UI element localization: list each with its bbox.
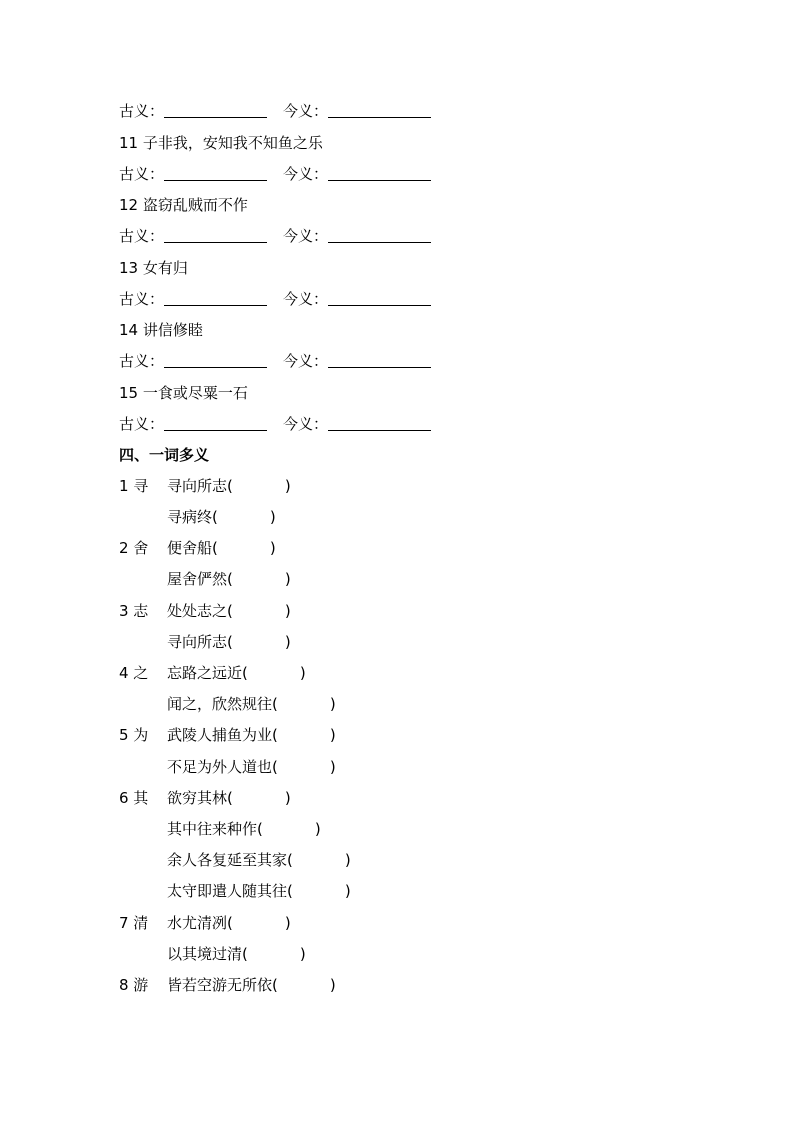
open-paren: ( — [272, 726, 278, 744]
close-paren: ) — [284, 477, 291, 495]
gu-label: 古义： — [119, 102, 165, 120]
item-number: 11 — [119, 134, 139, 152]
close-paren: ) — [269, 508, 276, 526]
item-text: 女有归 — [142, 259, 188, 277]
polysemy-row — [119, 505, 276, 529]
gu-label: 古义： — [119, 352, 165, 370]
answer-blank[interactable] — [328, 99, 431, 118]
open-paren: ( — [227, 477, 233, 495]
open-paren: ( — [212, 508, 218, 526]
close-paren: ) — [329, 695, 336, 713]
open-paren: ( — [287, 851, 293, 869]
polysemy-row — [119, 755, 336, 779]
close-paren: ) — [344, 882, 351, 900]
polysemy-row — [119, 879, 351, 903]
example-text: 其中往来种作 — [167, 820, 258, 838]
example-text: 寻向所志 — [167, 633, 228, 651]
polysemy-number: 6 其 — [119, 789, 149, 807]
close-paren: ) — [284, 570, 291, 588]
polysemy-row — [119, 661, 306, 685]
meaning-row — [119, 349, 431, 373]
open-paren: ( — [257, 820, 263, 838]
jin-label: 今义： — [283, 290, 329, 308]
polysemy-row — [119, 817, 321, 841]
gu-label: 古义： — [119, 165, 165, 183]
answer-blank[interactable] — [164, 224, 267, 243]
open-paren: ( — [227, 789, 233, 807]
close-paren: ) — [299, 664, 306, 682]
polysemy-row — [119, 911, 291, 935]
polysemy-number: 7 清 — [119, 914, 149, 932]
close-paren: ) — [269, 539, 276, 557]
jin-label: 今义： — [283, 102, 329, 120]
jin-label: 今义： — [283, 415, 329, 433]
close-paren: ) — [284, 914, 291, 932]
polysemy-number: 8 游 — [119, 976, 149, 994]
close-paren: ) — [329, 758, 336, 776]
answer-blank[interactable] — [328, 162, 431, 181]
open-paren: ( — [227, 570, 233, 588]
polysemy-row — [119, 786, 291, 810]
answer-blank[interactable] — [164, 99, 267, 118]
jin-label: 今义： — [283, 165, 329, 183]
answer-blank[interactable] — [164, 287, 267, 306]
open-paren: ( — [272, 695, 278, 713]
example-text: 忘路之远近 — [167, 664, 243, 682]
answer-blank[interactable] — [328, 224, 431, 243]
example-text: 屋舍俨然 — [167, 570, 228, 588]
meaning-row — [119, 224, 431, 248]
section-heading: 四、一词多义 — [119, 446, 210, 464]
open-paren: ( — [272, 976, 278, 994]
close-paren: ) — [344, 851, 351, 869]
polysemy-row — [119, 942, 306, 966]
answer-blank[interactable] — [328, 412, 431, 431]
item-text: 盗窃乱贼而不作 — [142, 196, 248, 214]
close-paren: ) — [329, 726, 336, 744]
polysemy-row — [119, 692, 336, 716]
open-paren: ( — [242, 945, 248, 963]
item-row — [119, 318, 203, 342]
polysemy-number: 3 志 — [119, 602, 149, 620]
item-number: 15 — [119, 384, 139, 402]
item-number: 12 — [119, 196, 139, 214]
gu-label: 古义： — [119, 290, 165, 308]
open-paren: ( — [227, 633, 233, 651]
polysemy-number: 1 寻 — [119, 477, 149, 495]
example-text: 太守即遣人随其往 — [167, 882, 288, 900]
polysemy-row — [119, 567, 291, 591]
item-number: 13 — [119, 259, 139, 277]
meaning-row — [119, 99, 431, 123]
item-text: 一食或尽粟一石 — [142, 384, 248, 402]
close-paren: ) — [284, 633, 291, 651]
close-paren: ) — [314, 820, 321, 838]
open-paren: ( — [227, 602, 233, 620]
example-text: 处处志之 — [167, 602, 228, 620]
example-text: 不足为外人道也 — [167, 758, 273, 776]
polysemy-number: 5 为 — [119, 726, 149, 744]
close-paren: ) — [284, 602, 291, 620]
item-row — [119, 193, 248, 217]
example-text: 水尤清冽 — [167, 914, 228, 932]
example-text: 寻病终 — [167, 508, 213, 526]
polysemy-row — [119, 630, 291, 654]
example-text: 欲穷其林 — [167, 789, 228, 807]
answer-blank[interactable] — [328, 287, 431, 306]
answer-blank[interactable] — [164, 162, 267, 181]
example-text: 闻之，欣然规往 — [167, 695, 273, 713]
answer-blank[interactable] — [164, 349, 267, 368]
item-text: 讲信修睦 — [142, 321, 203, 339]
gu-label: 古义： — [119, 227, 165, 245]
meaning-row — [119, 287, 431, 311]
item-row — [119, 131, 323, 155]
example-text: 皆若空游无所依 — [167, 976, 273, 994]
example-text: 以其境过清 — [167, 945, 243, 963]
open-paren: ( — [212, 539, 218, 557]
item-row — [119, 381, 248, 405]
close-paren: ) — [329, 976, 336, 994]
example-text: 便舍船 — [167, 539, 213, 557]
example-text: 余人各复延至其家 — [167, 851, 288, 869]
jin-label: 今义： — [283, 227, 329, 245]
polysemy-row — [119, 848, 351, 872]
gu-label: 古义： — [119, 415, 165, 433]
open-paren: ( — [272, 758, 278, 776]
polysemy-row — [119, 536, 276, 560]
answer-blank[interactable] — [164, 412, 267, 431]
open-paren: ( — [287, 882, 293, 900]
meaning-row — [119, 162, 431, 186]
jin-label: 今义： — [283, 352, 329, 370]
open-paren: ( — [242, 664, 248, 682]
answer-blank[interactable] — [328, 349, 431, 368]
item-row — [119, 256, 188, 280]
close-paren: ) — [284, 789, 291, 807]
polysemy-row — [119, 474, 291, 498]
polysemy-row — [119, 599, 291, 623]
item-text: 子非我，安知我不知鱼之乐 — [142, 134, 323, 152]
close-paren: ) — [299, 945, 306, 963]
polysemy-row — [119, 723, 336, 747]
meaning-row — [119, 412, 431, 436]
example-text: 寻向所志 — [167, 477, 228, 495]
polysemy-number: 2 舍 — [119, 539, 149, 557]
polysemy-row — [119, 973, 336, 997]
open-paren: ( — [227, 914, 233, 932]
polysemy-number: 4 之 — [119, 664, 149, 682]
item-number: 14 — [119, 321, 139, 339]
example-text: 武陵人捕鱼为业 — [167, 726, 273, 744]
